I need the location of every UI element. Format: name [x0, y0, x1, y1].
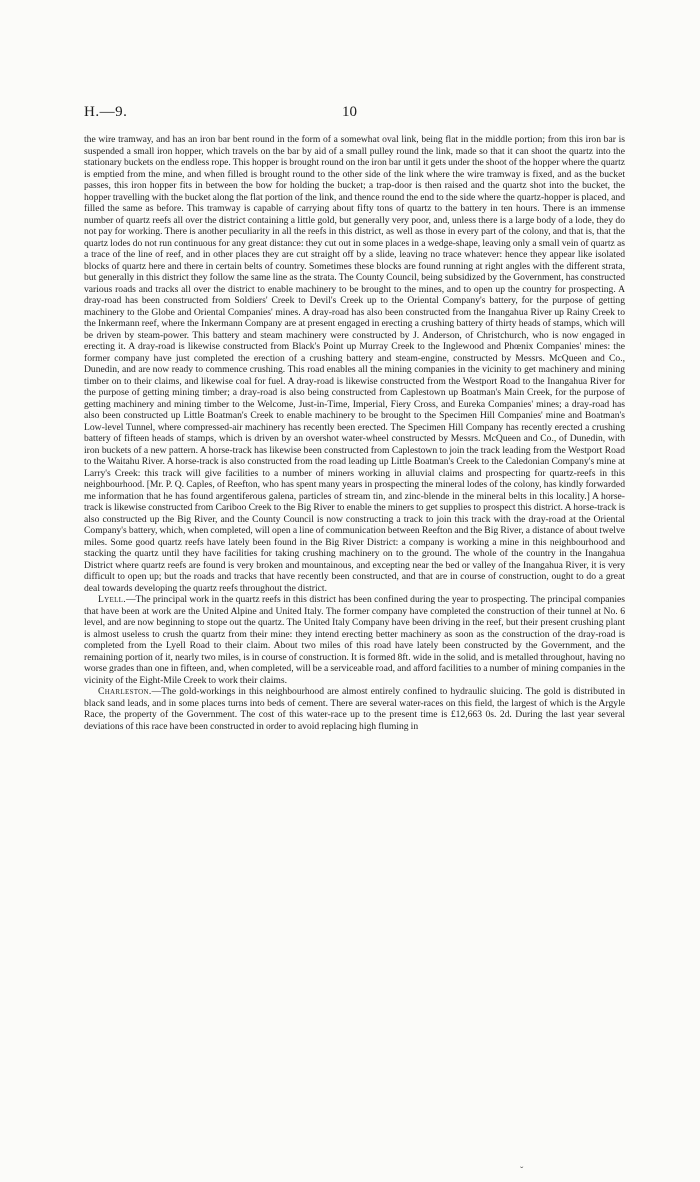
paragraph-text: the wire tramway, and has an iron bar bent round in the form of a somewhat oval link, being flat in the middle portion; from this iron bar is suspended a small iron hopper, which travels on the bar by aid of a small pulley round the link, made so that it can shoot the quartz into the stationary buckets on the endless rope. This hopper is brought round on the iron bar until it gets under the shoot of the hopper where the quartz is emptied from the mine, and when filled is brought round to the other side of the link where the wire tramway is fixed, and as the bucket passes, this iron hopper fits in between the bow for holding the bucket; a trap-door is then raised and the quartz shot into the bucket, the hopper travelling with the bucket along the flat portion of the link, and thence round the end to the side where the quartz-hopper is placed, and filled the same as before. This tramway is capable of carrying about fifty tons of quartz to the battery in ten hours. There is an immense number of quartz reefs all over the district containing a little gold, but generally very poor, and, unless there is a large body of a lode, they do not pay for working. There is another peculiarity in all the reefs in this district, as well as those in every part of the colony, and that is, that the quartz lodes do not run continuous for any great distance: they cut out in some places in a wedge-shape, leaving only a small vein of quartz as a trace of the line of reef, and in other places they are cut straight off by a slide, leaving no trace whatever: hence they appear like isolated blocks of quartz here and there in certain belts of country. Sometimes these blocks are found running at right angles with the different strata, but generally in this district they follow the same line as the strata. The County Council, being subsidized by the Government, has constructed various roads and tracks all over the district to enable machinery to be brought to the mines, and to open up the country for prospecting. A dray-road has been constructed from Soldiers' Creek to Devil's Creek up to the Oriental Company's battery, for the purpose of getting machinery to the Globe and Oriental Companies' mines. A dray-road has also been constructed from the Inangahua River up Rainy Creek to the Inkermann reef, where the Inkermann Company are at present engaged in erecting a crushing battery of thirty heads of stamps, which will be driven by steam-power. This battery and steam machinery were constructed by J. Anderson, of Christchurch, who is now engaged in erecting it. A dray-road is likewise constructed from Black's Point up Murray Creek to the Inglewood and Phœnix Companies' mines: the former company have just completed the erection of a crushing battery and steam-engine, constructed by Messrs. McQueen and Co., Dunedin, and are now ready to commence crushing. This road enables all the mining companies in the vicinity to get machinery and mining timber on to their claims, and likewise coal for fuel. A dray-road is likewise constructed from the Westport Road to the Inangahua River for the purpose of getting mining timber; a dray-road is also being constructed from Caplestown up Boatman's Main Creek, for the purpose of getting machinery and mining timber to the Welcome, Just-in-Time, Imperial, Fiery Cross, and Eureka Companies' mines; a dray-road has also been constructed up Little Boatman's Creek to enable machinery to be brought to the Specimen Hill Companies' mine and Boatman's Low-level Tunnel, where compressed-air machinery has recently been erected. The Specimen Hill Company has recently erected a crushing battery of fifteen heads of stamps, which is driven by an overshot water-wheel constructed by Messrs. McQueen and Co., of Dunedin, with iron buckets of a new pattern. A horse-track has likewise been constructed from Caplestown to join the track leading from the Westport Road to the Waitahu River. A horse-track is also constructed from the road leading up Little Boatman's Creek to the Caledonian Company's mine at Larry's Creek: this track will give facilities to a number of miners working in alluvial claims and prospecting for quartz-reefs in this neighbourhood. [Mr. P. Q. Caples, of Reefton, who has spent many years in prospecting the mineral lodes of the colony, has kindly forwarded me information that he has found argentiferous galena, particles of stream tin, and zinc-blende in the mineral belts in this locality.] A horse-track is likewise constructed from Cariboo Creek to the Big River to enable the miners to get supplies to prospect this district. A horse-track is also constructed up the Big River, and the County Council is now constructing a track to join this track with the dray-road at the Oriental Company's battery, which, when completed, will open a line of communication between Reefton and the Big River, a distance of about twelve miles. Some good quartz reefs have lately been found in the Big River District: a company is working a mine in this neighbourhood and stacking the quartz until they have facilities for taking crushing machinery on to the ground. The whole of the country in the Inangahua District where quartz reefs are found is very broken and mountainous, and excepting near the bed or valley of the Inangahua River, it is very difficult to open up; but the roads and tracks that have recently been constructed, and that are in course of construction, ought to do a great deal towards developing the quartz reefs throughout the district. — [84, 134, 625, 594]
paragraph-text: —The principal work in the quartz reefs in this district has been confined during the year to prospecting. The principal companies that have been at work are the United Alpine and United Italy. The former company have completed the construction of their tunnel at No. 6 level, and are now beginning to stope out the quartz. The United Italy Company have been driving in the reef, but their present crushing plant is almost useless to crush the quartz from their mine: they intend erecting better machinery as soon as the construction of the dray-road is completed from the Lyell Road to their claim. About two miles of this road have lately been constructed by the Government, and the remaining portion of it, nearly two miles, is in course of construction. It is formed 8ft. wide in the solid, and is metalled throughout, having no worse grades than one in fifteen, and, when completed, will be a serviceable road, and afford facilities to a number of mining companies in the vicinity of the Eight-Mile Creek to work their claims. — [84, 594, 625, 686]
section-heading-charleston: Charleston. — [98, 686, 152, 697]
page-reference: H.—9. — [84, 104, 128, 120]
paragraph-inangahua-roads — [84, 134, 625, 594]
page-number: 10 — [342, 104, 357, 120]
section-heading-lyell: Lyell. — [98, 594, 126, 605]
page-header — [84, 104, 624, 128]
margin-mark: ˇ — [520, 1166, 524, 1177]
paragraph-lyell — [84, 594, 625, 686]
paragraph-charleston — [84, 686, 625, 732]
paragraph-text: —The gold-workings in this neighbourhood are almost entirely confined to hydraulic sluicing. The gold is distributed in black sand leads, and in some places turns into beds of cement. There are several water-races on this field, the largest of which is the Argyle Race, the property of the Government. The cost of this water-race up to the present time is £12,663 0s. 2d. During the last year several deviations of this race have been constructed in order to avoid replacing high fluming in — [84, 686, 625, 732]
body-text — [84, 134, 625, 732]
